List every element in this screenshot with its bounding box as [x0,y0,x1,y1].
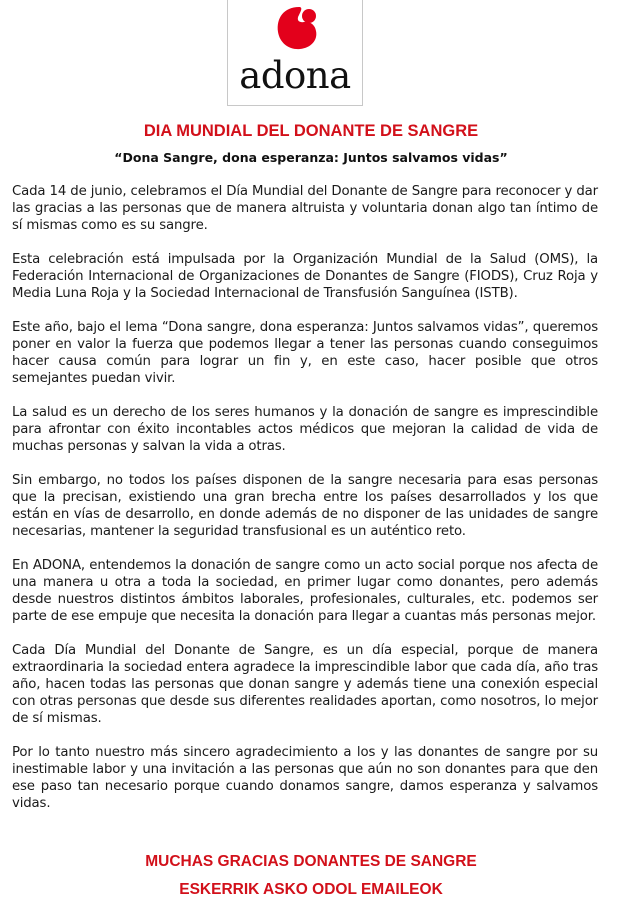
closing-thanks-basque: ESKERRIK ASKO ODOL EMAILEOK [179,881,443,898]
paragraph: Por lo tanto nuestro más sincero agradecimiento a los y las donantes de sangre por su inestimable labor y una invitación a las personas que aún no son donantes para que den ese paso tan necesario porque cuando donamos sangre, damos esperanza y salvamos vidas. [12,745,598,811]
page-title: DIA MUNDIAL DEL DONANTE DE SANGRE [143,122,479,140]
page-subtitle: “Dona Sangre, dona esperanza: Juntos salvamos vidas” [114,150,508,165]
paragraph: Cada 14 de junio, celebramos el Día Mundial del Donante de Sangre para reconocer y dar las gracias a las personas que de manera altruista y voluntaria donan algo tan íntimo de sí mismas como es su sangre. [12,184,598,233]
closing-thanks: MUCHAS GRACIAS DONANTES DE SANGRE [145,853,477,870]
body-text [12,183,598,829]
paragraph: La salud es un derecho de los seres humanos y la donación de sangre es imprescindible para afrontar con éxito incontables actos médicos que mejoran la calidad de vida de muchas personas y salvan la vida a otras. [12,405,598,454]
paragraph: Cada Día Mundial del Donante de Sangre, es un día especial, porque de manera extraordinaria la sociedad entera agradece la imprescindible labor que cada día, año tras año, hacen todas las personas que donan sangre y además tiene una conexión especial con otras personas que desde sus diferentes realidades aportan, como nosotros, lo mejor de sí mismas. [12,643,598,726]
logo [227,0,363,106]
adona-drop-logo-icon [274,4,320,52]
logo-text: adona [239,54,351,97]
paragraph: Esta celebración está impulsada por la Organización Mundial de la Salud (OMS), la Federación Internacional de Organizaciones de Donantes de Sangre (FIODS), Cruz Roja y Media Luna Roja y la Sociedad Internacional de Transfusión Sanguínea (ISTB). [12,252,598,301]
paragraph: En ADONA, entendemos la donación de sangre como un acto social porque nos afecta de una manera u otra a toda la sociedad, en primer lugar como donantes, pero además desde nuestros distintos ámbitos laborales, profesionales, culturales, etc. podemos ser parte de ese empuje que necesita la donación para llegar a cuantas más personas mejor. [12,558,598,624]
paragraph: Sin embargo, no todos los países disponen de la sangre necesaria para esas personas que la precisan, existiendo una gran brecha entre los países desarrollados y los que están en vías de desarrollo, en donde además de no disponer de las unidades de sangre necesarias, mantener la seguridad transfusional es un auténtico reto. [12,473,598,539]
paragraph: Este año, bajo el lema “Dona sangre, dona esperanza: Juntos salvamos vidas”, queremos poner en valor la fuerza que podemos llegar a tener las personas cuando conseguimos hacer causa común para lograr un fin y, en este caso, hacer posible que otros semejantes puedan vivir. [12,320,598,386]
